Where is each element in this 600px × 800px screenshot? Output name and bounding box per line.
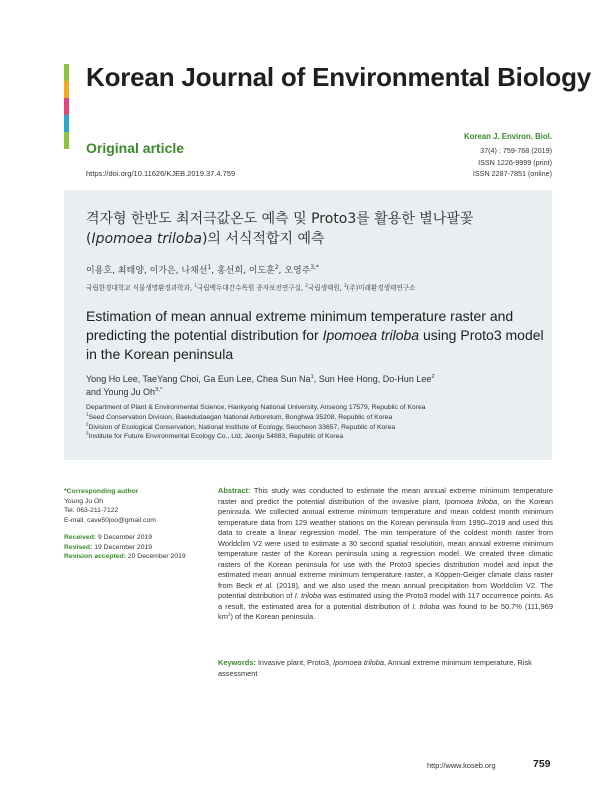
- english-author-group: , Sun Hee Hong, Do-Hun Lee: [313, 374, 432, 384]
- korean-affiliation: 국립백두대간수목원 종자보전연구실,: [196, 284, 306, 292]
- keywords-label: Keywords:: [218, 658, 256, 667]
- journal-color-strip: [64, 64, 69, 149]
- received-value: 9 December 2019: [96, 534, 153, 541]
- affil-sup: 1: [86, 411, 89, 417]
- affil-sup: 1: [194, 283, 197, 289]
- korean-author-group: , 오영주: [278, 266, 311, 276]
- accepted-date: [64, 552, 214, 562]
- page-number: 759: [533, 758, 551, 770]
- affil-sup: 3,*: [310, 265, 319, 271]
- strip-segment-green: [64, 64, 69, 81]
- korean-title: [86, 209, 536, 249]
- corresponding-author-name: Young Ju Oh: [64, 497, 104, 505]
- english-title-text: using Proto3 model in the Korean peninsula: [86, 327, 544, 362]
- english-affiliation-text: Institute for Future Environmental Ecology Co., Ltd, Jeonju 54883, Republic of Korea: [88, 433, 344, 441]
- english-title-text: Estimation of mean annual extreme minimum temperature raster and predicting the potential distribution for: [86, 308, 514, 343]
- accepted-label: Revision accepted:: [64, 553, 126, 560]
- abstract: [218, 486, 553, 623]
- citation-block: [464, 131, 552, 180]
- abstract-text: was estimated using the Proto3 model with 117 occurrence points. As a result, the estimated area for a potential distribution of: [218, 591, 553, 611]
- affil-sup: 2: [305, 283, 308, 289]
- korean-affiliation: 국립한경대학교 식물생명환경과학과,: [86, 284, 195, 292]
- article-sidebar: [64, 487, 214, 562]
- affil-sup: 3: [343, 283, 347, 289]
- english-affiliation-text: Seed Conservation Division, Baekdudaegan National Arboretum, Bonghwa 35208, Republic of Korea: [88, 413, 393, 421]
- english-author-group: and Young Ju Oh: [86, 386, 156, 397]
- english-title-species: Ipomoea triloba: [322, 327, 420, 343]
- abstract-sup: 2: [227, 612, 231, 618]
- korean-title-rest: )의 서식적합지 예측: [201, 231, 325, 247]
- journal-title: Korean Journal of Environmental Biology: [86, 62, 592, 92]
- strip-segment-pink: [64, 98, 69, 115]
- volume-pages: 37(4) : 759-768 (2019): [480, 146, 552, 156]
- received-date: [64, 533, 214, 543]
- english-affiliation: [86, 413, 546, 423]
- affil-sup: 2: [274, 265, 279, 271]
- abstract-species: Ipomoea triloba: [444, 496, 498, 506]
- abstract-species: I. triloba: [294, 591, 322, 600]
- keywords-species: Ipomoea triloba: [333, 658, 384, 667]
- received-label: Received:: [64, 534, 97, 541]
- korean-author-group: , 홍선희, 이도훈: [211, 266, 275, 276]
- korean-title-line1: 격자형 한반도 최저극값온도 예측 및 Proto3를 활용한 별나팔꽃: [86, 211, 474, 227]
- korean-title-species: Ipomoea triloba: [91, 231, 202, 247]
- revised-label: Revised:: [64, 543, 93, 551]
- corresponding-author-email[interactable]: E-mail. cave50joo@gmail.com: [64, 516, 156, 524]
- article-type: Original article: [86, 140, 185, 156]
- keywords-text: , Annual extreme minimum temperature, Risk assessment: [218, 658, 532, 678]
- korean-authors: [86, 263, 319, 276]
- korean-affiliation: (주)미래환경생태연구소: [346, 284, 416, 292]
- affil-sup: 3: [86, 431, 89, 437]
- abstract-text: , on the Korean peninsula. We collected annual extreme minimum temperature and mean coldest month minimum temperature data from 129 weather stations on the Korean peninsula from 1990–2019 and used this data to create a linear regression model. The min temperature of the coldest month raster from Worldclim V2 were used to estimate a 30 second spatial resolution, mean annual extreme minimum temperature raster of the Korean peninsula using a regression model. We created three climatic rasters of the Korean peninsula for use with the Proto3 species distribution model and input the estimated mean annual extreme minimum temperature raster, a Köppen-Geiger climate class raster from Beck: [218, 496, 553, 590]
- revised-date: [64, 543, 214, 553]
- english-title: [86, 307, 546, 364]
- keywords: [218, 658, 553, 679]
- corresponding-author-label: *Corresponding author: [64, 488, 139, 495]
- abstract-text: (2018), and we also used the mean annual precipitation from Worldclim V2. The potential distribution of: [218, 580, 553, 600]
- issn-print: ISSN 1226-9999 (print): [478, 157, 552, 167]
- english-authors: [86, 373, 536, 398]
- accepted-value: 20 December 2019: [125, 553, 186, 560]
- affil-sup: 2: [431, 374, 435, 380]
- affil-sup: 1: [310, 374, 314, 380]
- issn-online: ISSN 2287-7851 (online): [472, 169, 552, 179]
- abstract-species: I. triloba: [412, 601, 440, 611]
- affil-sup: 2: [86, 421, 89, 427]
- affil-sup: 1: [207, 265, 212, 271]
- abstract-text: ) of the Korean peninsula.: [230, 612, 316, 621]
- english-author-group: Yong Ho Lee, TaeYang Choi, Ga Eun Lee, Chea Sun Na: [86, 374, 311, 384]
- korean-title-paren: (: [86, 231, 92, 247]
- korean-affiliations: [86, 282, 416, 292]
- korean-author-group: 이용호, 최태양, 이가은, 나채선: [86, 266, 208, 276]
- strip-segment-orange: [64, 81, 69, 98]
- english-affiliation: Department of Plant & Environmental Science, Hankyong National University, Anseong 17579, Republic of Korea: [86, 404, 426, 411]
- footer-url[interactable]: http://www.koseb.org: [427, 761, 496, 770]
- affil-sup: 3,*: [155, 386, 163, 393]
- abstract-text: This study was conducted to estimate the mean annual extreme minimum temperature raster and predict the potential distribution of the invasive plant,: [218, 486, 553, 506]
- english-affiliation: [86, 432, 546, 442]
- revised-value: 19 December 2019: [92, 543, 153, 551]
- english-affiliation-text: Division of Ecological Conservation, National Institute of Ecology, Seocheon 33657, Republic of Korea: [88, 423, 396, 431]
- abstract-etal: et al.: [255, 580, 274, 590]
- strip-segment-green-2: [64, 132, 69, 149]
- doi-link[interactable]: https://doi.org/10.11626/KJEB.2019.37.4.759: [86, 169, 236, 178]
- english-affiliation: [86, 423, 546, 433]
- abstract-text: was found to be 50.7% (111,969 km: [218, 601, 553, 621]
- keywords-text: Invasive plant, Proto3,: [255, 658, 334, 667]
- corresponding-author-tel: Tel. 063-211-7122: [64, 507, 119, 514]
- abstract-label: Abstract:: [218, 486, 251, 495]
- korean-affiliation: 국립생태원,: [307, 284, 344, 292]
- strip-segment-blue: [64, 115, 69, 132]
- english-affiliations: [86, 403, 546, 442]
- journal-abbreviation: Korean J. Environ. Biol.: [464, 132, 552, 141]
